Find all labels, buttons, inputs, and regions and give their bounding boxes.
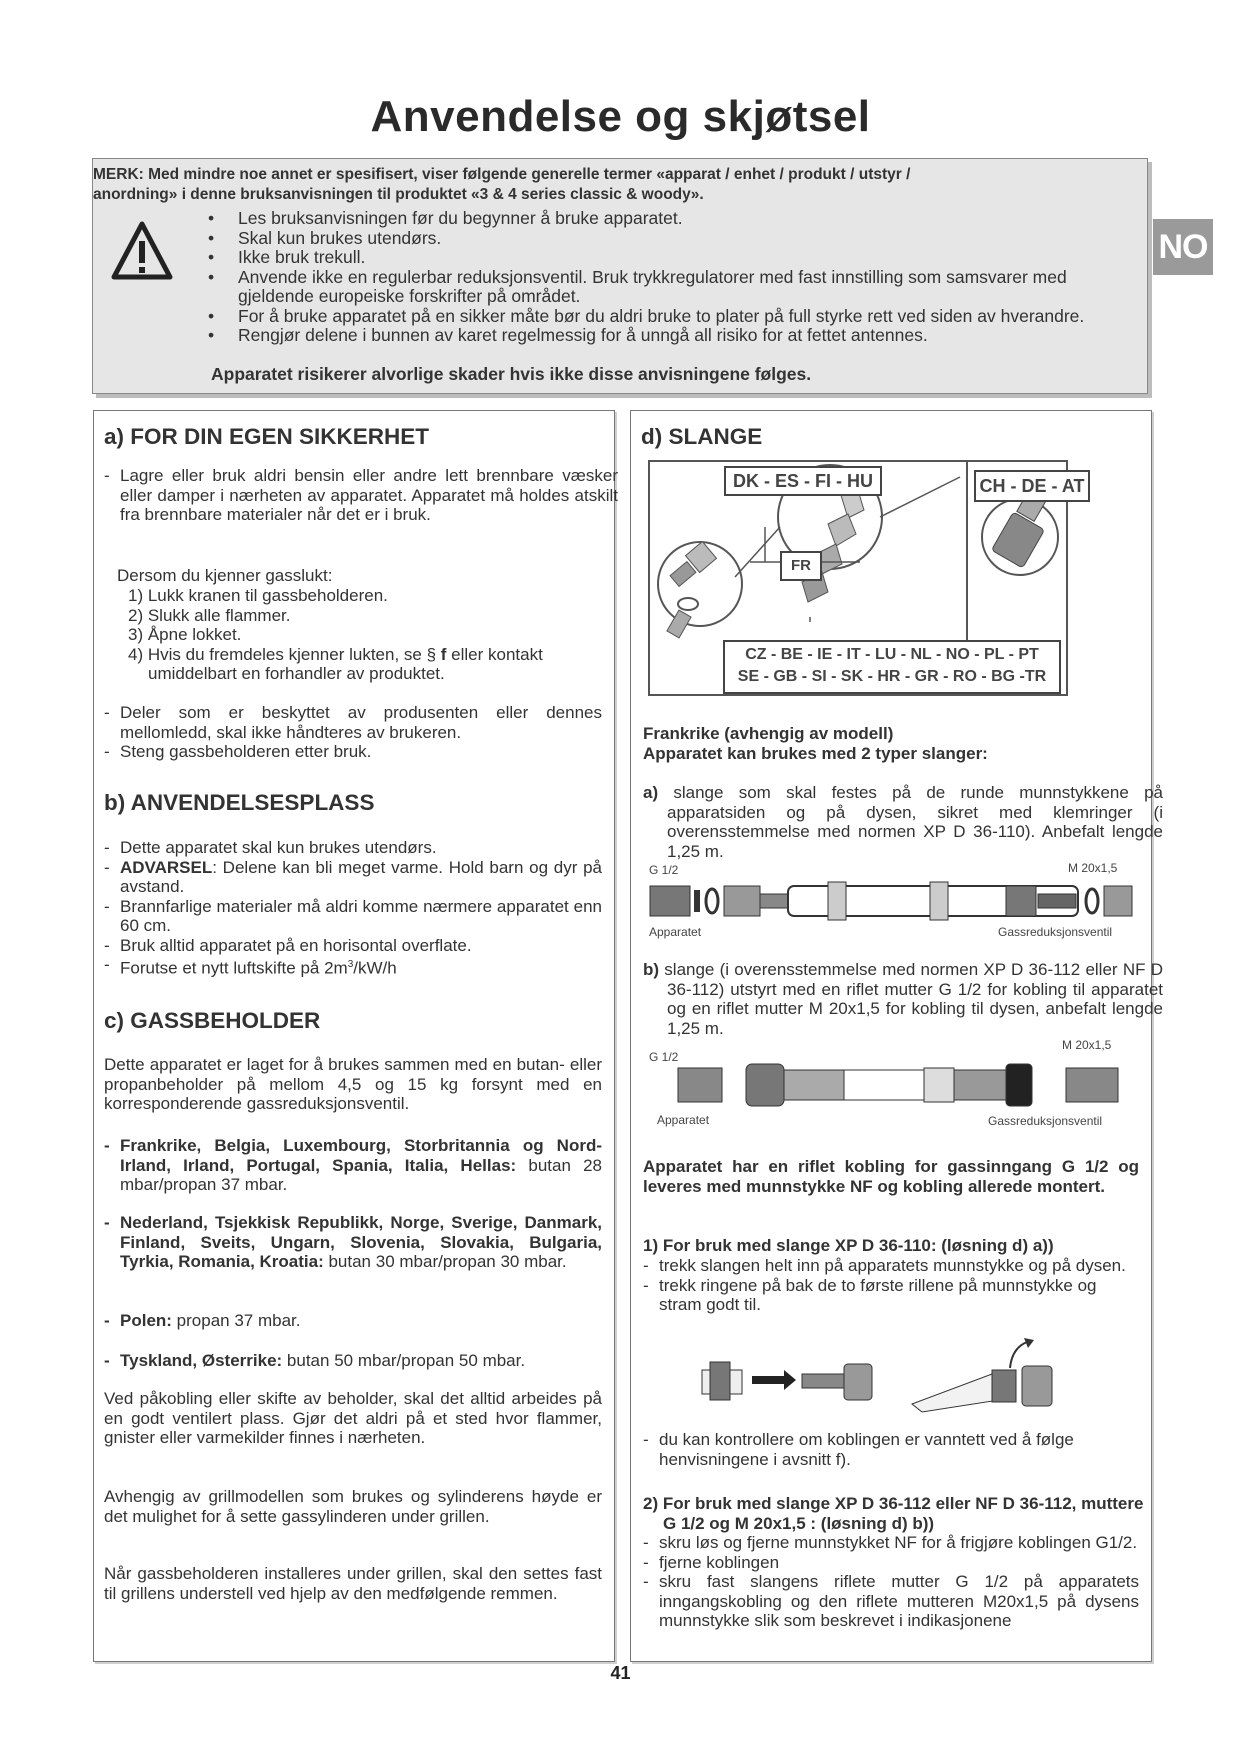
notice-header	[93, 165, 1133, 205]
gas-step: 4) Hvis du fremdeles kjenner lukten, se § f eller kontakt umiddelbart en forhandler av produktet.	[128, 644, 543, 683]
hose-option-b: b) slange (i overensstemmelse med normen XP D 36-112 eller NF D 36-112) utstyrt med en riflet mutter G 1/2 for kobling til apparatet og en riflet mutter M 20x1,5 for kobling til dysen, anbefalt lengde 1,25 m.	[643, 960, 1163, 1038]
fig-b-g-label: G 1/2	[649, 1050, 679, 1064]
step-1-list	[643, 1256, 1139, 1315]
notice-item: • Rengjør delene i bunnen av karet regelmessig for å unngå all risiko for at fettet antennes.	[208, 325, 928, 345]
location-list	[104, 838, 602, 978]
hose-a-illustration	[648, 876, 1134, 926]
location-item: - Dette apparatet skal kun brukes utendørs.	[104, 838, 437, 857]
notice-item: • For å bruke apparatet på en sikker måte bør du aldri bruke to plater på full styrke rett ved siden av hverandre.	[208, 305, 1085, 326]
fig-a-m-label: M 20x1,5	[1068, 861, 1118, 875]
location-item: - Forutse et nytt luftskifte på $2m^3/kW/h$	[104, 955, 397, 978]
warning-triangle-icon	[111, 221, 173, 281]
region-tag-dach: CH - DE - AT	[974, 470, 1090, 502]
strap-paragraph: Når gassbeholderen installeres under grillen, skal den settes fast til grillens understell ved hjelp av den medfølgende remmen.	[104, 1564, 602, 1603]
gas-smell-intro: Dersom du kjenner gasslukt:	[117, 566, 333, 585]
notice-item: • Ikke bruk trekull.	[208, 247, 366, 267]
section-f-ref: f	[440, 644, 447, 664]
fig-b-appliance-label: Apparatet	[657, 1113, 710, 1127]
region-tag-other: CZ - BE - IE - IT - LU - NL - NO - PL - PT SE - GB - SI - SK - HR - GR - RO - BG -TR	[723, 640, 1061, 694]
hose-b-illustration	[676, 1060, 1128, 1110]
gas-step: 2) Slukk alle flammer.	[128, 605, 291, 625]
step-2-item: - fjerne koblingen	[643, 1552, 780, 1572]
language-tab: NO	[1153, 219, 1213, 275]
notice-item: • Anvende ikke en regulerbar reduksjonsventil. Bruk trykkregulatorer med fast innstilling som samsvarer med gjeldende europeiske forskrifter på området.	[208, 266, 1067, 306]
gas-inlet-note: Apparatet har en riflet kobling for gassinngang G 1/2 og leveres med munnstykke NF og kobling allerede montert.	[643, 1157, 1139, 1196]
safety-paragraph: - Lagre eller bruk aldri bensin eller andre lett brennbare væsker eller damper i nærheten av apparatet. Apparatet må holdes atskilt fra brennbare materialer når det er i bruk.	[104, 466, 618, 524]
notice-header-line2: anordning» i denne bruksanvisningen til produktet «3 & 4 series classic & woody».	[93, 186, 704, 203]
section-c-title: c) GASSBEHOLDER	[104, 1008, 321, 1033]
notice-footer: Apparatet risikerer alvorlige skader hvis ikke disse anvisningene følges.	[211, 364, 812, 384]
pressure-group-3: - Polen: propan 37 mbar.	[104, 1311, 301, 1330]
pressure-group-4: - Tyskland, Østerrike: butan 50 mbar/propan 50 mbar.	[104, 1351, 526, 1370]
step-1-title: 1) For bruk med slange XP D 36-110: (løsning d) a))	[643, 1236, 1054, 1255]
notice-header-line1: MERK: Med mindre noe annet er spesifisert, viser følgende generelle termer «apparat / enhet / produkt / utstyr /	[93, 166, 911, 183]
page-number: 41	[610, 1663, 631, 1683]
clamp-illustration	[692, 1334, 1122, 1414]
notice-item: • Les bruksanvisningen før du begynner å bruke apparatet.	[208, 208, 683, 228]
step-1-item: - trekk slangen helt inn på apparatets munnstykke og på dysen.	[643, 1256, 1126, 1275]
gas-step: 1) Lukk kranen til gassbeholderen.	[128, 586, 388, 605]
fig-b-regulator-label: Gassreduksjonsventil	[988, 1114, 1103, 1128]
cylinder-intro: Dette apparatet er laget for å brukes sammen med en butan- eller propanbeholder på mellom 4,5 og 15 kg forsynt med en korresponderende gassreduksjonsventil.	[104, 1055, 602, 1113]
hose-option-a: a) slange som skal festes på de runde munnstykkene på apparatsiden og på dysen, sikret med klemringer (i overensstemmelse med normen XP D 36-110). Anbefalt lengde 1,25 m.	[643, 783, 1163, 861]
safety-bullets-2: - Deler som er beskyttet av produsenten eller dennes mellomledd, skal ikke håndteres av brukeren. - Steng gassbeholderen etter bruk.	[104, 703, 602, 761]
section-d-title: d) SLANGE	[641, 424, 763, 449]
pressure-group-1: - Frankrike, Belgia, Luxembourg, Storbritannia og Nord-Irland, Irland, Portugal, Spania, Italia, Hellas: butan 28 mbar/propan 37 mbar.	[104, 1136, 602, 1194]
france-heading: Frankrike (avhengig av modell) Apparatet kan brukes med 2 typer slanger:	[643, 724, 988, 763]
location-item: - ADVARSEL: Delene kan bli meget varme. Hold barn og dyr på avstand.	[104, 857, 602, 896]
fig-a-appliance-label: Apparatet	[649, 925, 702, 939]
step-2-item: - skru fast slangens riflete mutter G 1/2 på apparatets inngangskobling og den riflete mutteren M20x1,5 på dysens munnstykke slik som beskrevet i indikasjonene	[643, 1572, 1139, 1630]
location-item: - Brannfarlige materialer må aldri komme nærmere apparatet enn 60 cm.	[104, 896, 602, 935]
notice-item: • Skal kun brukes utendørs.	[208, 227, 442, 248]
region-tag-nordic: DK - ES - FI - HU	[724, 466, 882, 496]
gas-smell-steps	[128, 586, 603, 684]
fig-a-regulator-label: Gassreduksjonsventil	[998, 925, 1113, 939]
location-item: - Bruk alltid apparatet på en horisontal overflate.	[104, 935, 472, 955]
section-a-title: a) FOR DIN EGEN SIKKERHET	[104, 424, 430, 449]
fig-a-g-label: G 1/2	[649, 863, 679, 877]
placement-paragraph: Avhengig av grillmodellen som brukes og sylinderens høyde er det mulighet for å sette gassylinderen under grillen.	[104, 1487, 602, 1526]
step-2-list	[643, 1533, 1139, 1631]
step-2-title: 2) For bruk med slange XP D 36-112 eller NF D 36-112, muttere G 1/2 og M 20x1,5 : (løsning d) b))	[643, 1494, 1144, 1533]
fig-b-m-label: M 20x1,5	[1062, 1038, 1112, 1052]
page-title: Anvendelse og skjøtsel	[370, 92, 871, 141]
notice-list	[208, 209, 1138, 346]
section-b-title: b) ANVENDELSESPLASS	[104, 790, 375, 815]
pressure-group-2: - Nederland, Tsjekkisk Republikk, Norge, Sverige, Danmark, Finland, Sveits, Ungarn, Slovenia, Slovakia, Bulgaria, Tyrkia, Romania, Kroatia: butan 30 mbar/propan 30 mbar.	[104, 1213, 602, 1271]
region-tag-fr: FR	[780, 551, 822, 581]
step-2-item: - skru løs og fjerne munnstykket NF for å frigjøre koblingen G1/2.	[643, 1533, 1138, 1552]
gas-step: 3) Åpne lokket.	[128, 625, 242, 644]
ventilation-paragraph: Ved påkobling eller skifte av beholder, skal det alltid arbeides på en godt ventilert plass. Gjør det aldri på et sted hvor flammer, gnister eller varmekilder finnes i nærheten.	[104, 1389, 602, 1447]
notice-box	[92, 158, 1148, 394]
leak-check-note: - du kan kontrollere om koblingen er vanntett ved å følge henvisningene i avsnitt f).	[643, 1430, 1074, 1469]
step-1-item: - trekk ringene på bak de to første rillene på munnstykke og stram godt til.	[643, 1275, 1097, 1314]
